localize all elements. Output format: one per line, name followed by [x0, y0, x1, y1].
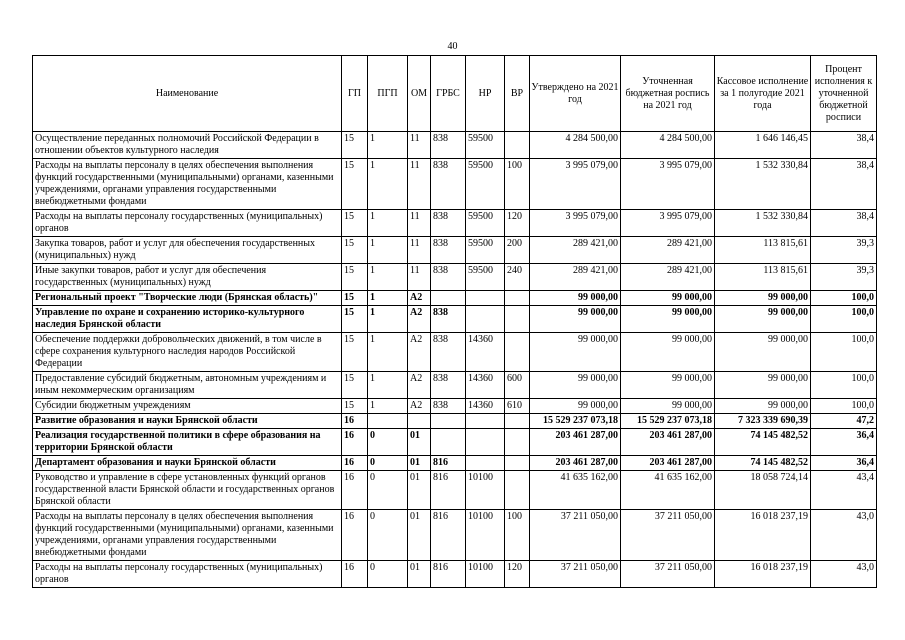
cell-refined: 41 635 162,00 [621, 471, 715, 510]
cell-name: Расходы на выплаты персоналу государственных (муниципальных) органов [33, 210, 342, 237]
header-approved: Утверждено на 2021 год [530, 56, 621, 132]
cell-percent: 43,0 [811, 561, 877, 588]
cell-np [466, 456, 505, 471]
cell-refined: 99 000,00 [621, 306, 715, 333]
cell-name: Закупка товаров, работ и услуг для обеспечения государственных (муниципальных) нужд [33, 237, 342, 264]
cell-ppgp: 1 [368, 264, 408, 291]
cell-gp: 16 [342, 456, 368, 471]
cell-cash: 1 646 146,45 [715, 132, 811, 159]
cell-percent: 100,0 [811, 306, 877, 333]
cell-np: 59500 [466, 159, 505, 210]
cell-np: 10100 [466, 471, 505, 510]
cell-gp: 15 [342, 264, 368, 291]
table-row [33, 306, 877, 333]
cell-percent: 38,4 [811, 132, 877, 159]
header-np: НР [466, 56, 505, 132]
cell-name: Реализация государственной политики в сфере образования на территории Брянской области [33, 429, 342, 456]
table-row [33, 264, 877, 291]
cell-grbs: 838 [431, 399, 466, 414]
cell-np: 10100 [466, 510, 505, 561]
cell-vr: 100 [505, 510, 530, 561]
cell-refined: 3 995 079,00 [621, 159, 715, 210]
cell-approved: 203 461 287,00 [530, 429, 621, 456]
page-number: 40 [447, 41, 458, 52]
cell-approved: 99 000,00 [530, 333, 621, 372]
cell-np: 14360 [466, 372, 505, 399]
cell-name: Иные закупки товаров, работ и услуг для обеспечения государственных (муниципальных) нужд [33, 264, 342, 291]
cell-ppgp: 1 [368, 159, 408, 210]
table-header-row [33, 56, 877, 132]
cell-approved: 99 000,00 [530, 372, 621, 399]
cell-grbs [431, 429, 466, 456]
cell-np: 59500 [466, 237, 505, 264]
cell-percent: 100,0 [811, 333, 877, 372]
cell-om: 01 [408, 456, 431, 471]
cell-gp: 16 [342, 414, 368, 429]
cell-approved: 203 461 287,00 [530, 456, 621, 471]
cell-cash: 7 323 339 690,39 [715, 414, 811, 429]
cell-np: 14360 [466, 333, 505, 372]
cell-cash: 113 815,61 [715, 264, 811, 291]
cell-grbs: 838 [431, 372, 466, 399]
cell-name: Руководство и управление в сфере установленных функций органов государственной власти Брянской области и государственных органов Брянской области [33, 471, 342, 510]
cell-ppgp: 1 [368, 306, 408, 333]
cell-grbs: 838 [431, 210, 466, 237]
cell-name: Предоставление субсидий бюджетным, автономным учреждениям и иным некоммерческим организациям [33, 372, 342, 399]
cell-cash: 74 145 482,52 [715, 456, 811, 471]
cell-om: 01 [408, 510, 431, 561]
cell-approved: 289 421,00 [530, 237, 621, 264]
cell-percent: 39,3 [811, 264, 877, 291]
cell-refined: 99 000,00 [621, 291, 715, 306]
cell-cash: 99 000,00 [715, 333, 811, 372]
header-percent: Процент исполнения к уточненной бюджетной росписи [811, 56, 877, 132]
cell-gp: 16 [342, 471, 368, 510]
cell-vr: 240 [505, 264, 530, 291]
cell-percent: 38,4 [811, 159, 877, 210]
cell-name: Департамент образования и науки Брянской области [33, 456, 342, 471]
cell-approved: 37 211 050,00 [530, 561, 621, 588]
cell-approved: 99 000,00 [530, 399, 621, 414]
cell-refined: 3 995 079,00 [621, 210, 715, 237]
cell-gp: 15 [342, 306, 368, 333]
cell-refined: 99 000,00 [621, 372, 715, 399]
table-row [33, 456, 877, 471]
cell-vr: 100 [505, 159, 530, 210]
cell-gp: 16 [342, 510, 368, 561]
cell-grbs: 816 [431, 471, 466, 510]
cell-np [466, 291, 505, 306]
cell-om: A2 [408, 399, 431, 414]
cell-grbs: 838 [431, 264, 466, 291]
cell-ppgp: 0 [368, 471, 408, 510]
table-body [33, 132, 877, 588]
cell-approved: 99 000,00 [530, 291, 621, 306]
cell-vr: 120 [505, 561, 530, 588]
cell-approved: 41 635 162,00 [530, 471, 621, 510]
cell-refined: 203 461 287,00 [621, 456, 715, 471]
table-row [33, 291, 877, 306]
cell-refined: 37 211 050,00 [621, 510, 715, 561]
cell-ppgp: 1 [368, 333, 408, 372]
cell-grbs: 838 [431, 333, 466, 372]
cell-percent: 100,0 [811, 399, 877, 414]
cell-approved: 37 211 050,00 [530, 510, 621, 561]
cell-refined: 203 461 287,00 [621, 429, 715, 456]
cell-om: 01 [408, 429, 431, 456]
cell-om: 11 [408, 210, 431, 237]
cell-vr [505, 306, 530, 333]
cell-cash: 1 532 330,84 [715, 210, 811, 237]
cell-cash: 18 058 724,14 [715, 471, 811, 510]
table-row [33, 372, 877, 399]
cell-gp: 15 [342, 237, 368, 264]
cell-vr: 610 [505, 399, 530, 414]
cell-vr: 120 [505, 210, 530, 237]
cell-grbs: 816 [431, 456, 466, 471]
cell-refined: 37 211 050,00 [621, 561, 715, 588]
cell-approved: 289 421,00 [530, 264, 621, 291]
cell-cash: 74 145 482,52 [715, 429, 811, 456]
cell-grbs [431, 414, 466, 429]
cell-np [466, 414, 505, 429]
cell-gp: 15 [342, 399, 368, 414]
cell-gp: 15 [342, 333, 368, 372]
cell-percent: 47,2 [811, 414, 877, 429]
cell-grbs: 838 [431, 306, 466, 333]
cell-gp: 15 [342, 372, 368, 399]
cell-ppgp: 1 [368, 372, 408, 399]
header-name: Наименование [33, 56, 342, 132]
cell-ppgp: 0 [368, 561, 408, 588]
cell-om: 11 [408, 237, 431, 264]
cell-name: Субсидии бюджетным учреждениям [33, 399, 342, 414]
cell-name: Обеспечение поддержки добровольческих движений, в том числе в сфере сохранения культурного наследия народов Российской Федерации [33, 333, 342, 372]
cell-name: Развитие образования и науки Брянской области [33, 414, 342, 429]
cell-cash: 1 532 330,84 [715, 159, 811, 210]
cell-om: 01 [408, 561, 431, 588]
cell-vr [505, 456, 530, 471]
cell-grbs: 838 [431, 237, 466, 264]
cell-percent: 100,0 [811, 372, 877, 399]
cell-om: 11 [408, 159, 431, 210]
cell-om [408, 414, 431, 429]
cell-cash: 99 000,00 [715, 306, 811, 333]
table-row [33, 414, 877, 429]
cell-approved: 3 995 079,00 [530, 159, 621, 210]
table-row [33, 510, 877, 561]
cell-ppgp: 1 [368, 237, 408, 264]
cell-name: Осуществление переданных полномочий Российской Федерации в отношении объектов культурного наследия [33, 132, 342, 159]
budget-execution-table [32, 55, 877, 588]
cell-vr [505, 471, 530, 510]
cell-ppgp: 0 [368, 456, 408, 471]
cell-gp: 15 [342, 291, 368, 306]
cell-ppgp: 1 [368, 399, 408, 414]
header-gp: ГП [342, 56, 368, 132]
cell-grbs: 816 [431, 510, 466, 561]
table-row [33, 429, 877, 456]
cell-cash: 99 000,00 [715, 291, 811, 306]
cell-grbs: 838 [431, 159, 466, 210]
cell-refined: 99 000,00 [621, 399, 715, 414]
cell-cash: 16 018 237,19 [715, 561, 811, 588]
header-vr: ВР [505, 56, 530, 132]
cell-refined: 289 421,00 [621, 264, 715, 291]
cell-percent: 43,0 [811, 510, 877, 561]
cell-percent: 36,4 [811, 456, 877, 471]
cell-approved: 99 000,00 [530, 306, 621, 333]
cell-name: Региональный проект "Творческие люди (Брянская область)" [33, 291, 342, 306]
cell-percent: 36,4 [811, 429, 877, 456]
cell-np [466, 306, 505, 333]
header-ppgp: ПГП [368, 56, 408, 132]
cell-cash: 16 018 237,19 [715, 510, 811, 561]
cell-vr: 600 [505, 372, 530, 399]
cell-vr: 200 [505, 237, 530, 264]
cell-gp: 15 [342, 210, 368, 237]
cell-percent: 38,4 [811, 210, 877, 237]
cell-refined: 15 529 237 073,18 [621, 414, 715, 429]
cell-np [466, 429, 505, 456]
cell-approved: 4 284 500,00 [530, 132, 621, 159]
cell-grbs: 838 [431, 132, 466, 159]
cell-gp: 16 [342, 429, 368, 456]
cell-cash: 99 000,00 [715, 399, 811, 414]
cell-om: 01 [408, 471, 431, 510]
cell-vr [505, 291, 530, 306]
cell-om: A2 [408, 306, 431, 333]
cell-grbs [431, 291, 466, 306]
cell-approved: 15 529 237 073,18 [530, 414, 621, 429]
table-row [33, 561, 877, 588]
cell-percent: 39,3 [811, 237, 877, 264]
cell-gp: 15 [342, 159, 368, 210]
cell-om: A2 [408, 291, 431, 306]
cell-percent: 100,0 [811, 291, 877, 306]
header-refined: Уточненная бюджетная роспись на 2021 год [621, 56, 715, 132]
cell-vr [505, 429, 530, 456]
cell-om: A2 [408, 372, 431, 399]
cell-refined: 289 421,00 [621, 237, 715, 264]
cell-om: A2 [408, 333, 431, 372]
cell-cash: 113 815,61 [715, 237, 811, 264]
cell-ppgp: 1 [368, 132, 408, 159]
cell-name: Расходы на выплаты персоналу в целях обеспечения выполнения функций государственными (муниципальными) органами, казенными учреждениями, органами управления государственными внебюджетными фондами [33, 510, 342, 561]
cell-gp: 16 [342, 561, 368, 588]
cell-cash: 99 000,00 [715, 372, 811, 399]
cell-gp: 15 [342, 132, 368, 159]
cell-vr [505, 414, 530, 429]
table-row [33, 210, 877, 237]
cell-om: 11 [408, 264, 431, 291]
table-row [33, 471, 877, 510]
table-row [33, 333, 877, 372]
cell-ppgp [368, 414, 408, 429]
cell-om: 11 [408, 132, 431, 159]
cell-refined: 99 000,00 [621, 333, 715, 372]
cell-np: 59500 [466, 210, 505, 237]
cell-percent: 43,4 [811, 471, 877, 510]
cell-vr [505, 132, 530, 159]
cell-ppgp: 0 [368, 510, 408, 561]
cell-name: Расходы на выплаты персоналу в целях обеспечения выполнения функций государственными (муниципальными) органами, казенными учреждениями, органами управления государственными внебюджетными фондами [33, 159, 342, 210]
table-row [33, 132, 877, 159]
cell-name: Расходы на выплаты персоналу государственных (муниципальных) органов [33, 561, 342, 588]
header-grbs: ГРБС [431, 56, 466, 132]
cell-vr [505, 333, 530, 372]
cell-np: 10100 [466, 561, 505, 588]
header-om: ОМ [408, 56, 431, 132]
cell-np: 59500 [466, 132, 505, 159]
cell-np: 59500 [466, 264, 505, 291]
cell-refined: 4 284 500,00 [621, 132, 715, 159]
cell-name: Управление по охране и сохранению историко-культурного наследия Брянской области [33, 306, 342, 333]
cell-ppgp: 1 [368, 210, 408, 237]
cell-ppgp: 0 [368, 429, 408, 456]
table-row [33, 159, 877, 210]
cell-ppgp: 1 [368, 291, 408, 306]
table-row [33, 237, 877, 264]
table-row [33, 399, 877, 414]
cell-approved: 3 995 079,00 [530, 210, 621, 237]
header-cash: Кассовое исполнение за 1 полугодие 2021 года [715, 56, 811, 132]
cell-grbs: 816 [431, 561, 466, 588]
cell-np: 14360 [466, 399, 505, 414]
